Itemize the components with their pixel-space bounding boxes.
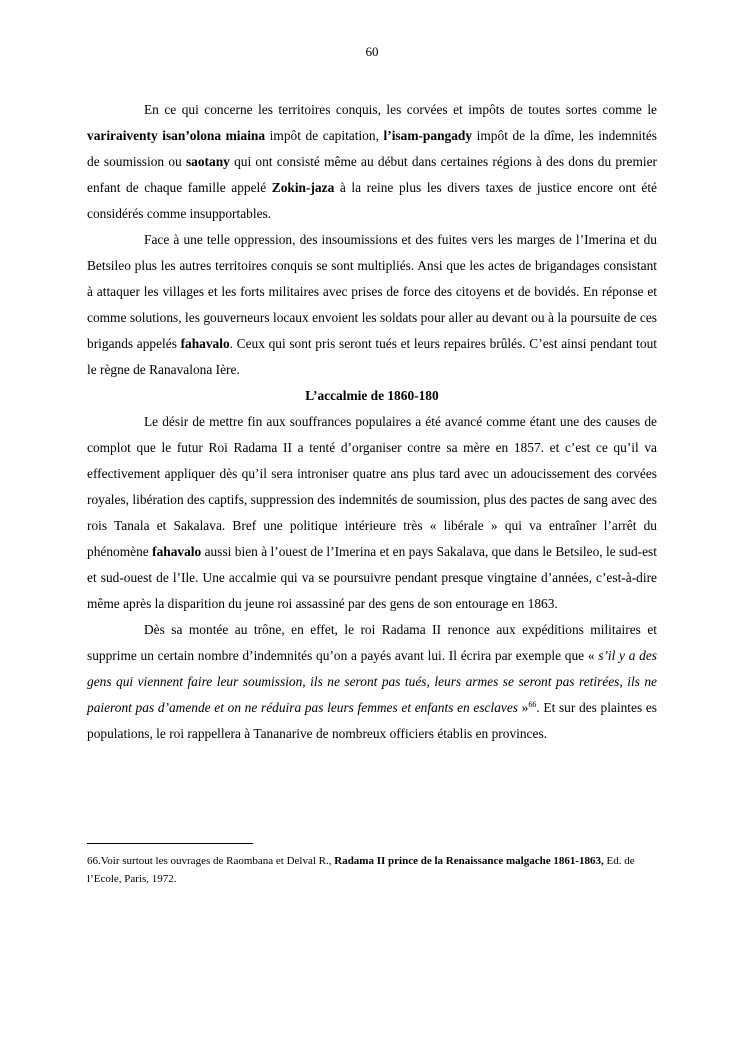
paragraph-oppression: Face à une telle oppression, des insoumissions et des fuites vers les marges de l’Imerina et du Betsileo plus les autres territoires conquis se sont multipliés. Ansi que les actes de brigandages consistant à attaquer les villages et les forts militaires avec prises de force des citoyens et de bovidés. En réponse et comme solutions, les gouverneurs locaux envoient les soldats pour aller au devant ou à la poursuite de ces brigands appelés fahavalo. Ceux qui sont pris seront tués et leurs repaires brûlés. C’est ainsi pendant tout le règne de Ranavalona Ière.	[87, 232, 657, 377]
term-zokin-jaza: Zokin-jaza	[271, 180, 335, 195]
term-fahavalo: fahavalo	[152, 544, 202, 559]
footnote: 66.Voir surtout les ouvrages de Raombana et Delval R., Radama II prince de la Renaissance malgache 1861-1863, Ed. de l’Ecole, Paris, 1972.	[87, 855, 635, 885]
term-fahavalo: fahavalo	[180, 336, 230, 351]
term-saotany: saotany	[185, 154, 230, 169]
term-isam-pangady: l’isam-pangady	[383, 128, 473, 143]
body-text	[87, 97, 657, 747]
term-varirai-venty: variraiventy isan’olona miaina	[87, 128, 266, 143]
section-heading: L’accalmie de 1860-180	[305, 388, 439, 403]
page-number: 60	[365, 44, 379, 59]
paragraph-radama-throne: Dès sa montée au trône, en effet, le roi Radama II renonce aux expéditions militaires et supprime un certain nombre d’indemnités qu’on a payés avant lui. Il écrira par exemple que « s’il y a des gens qui viennent faire leur soumission, ils ne seront pas tués, leurs armes se seront pas retirées, ils ne paieront pas d’amende et on ne réduira pas leurs femmes et enfants en esclaves »$^{66}$. Et sur des plaintes es populations, le roi rappellera à Tananarive de nombreux officiers établis en provinces.	[87, 622, 657, 741]
footnote-ref: 66	[528, 700, 537, 709]
quotation: s’il y a des gens qui viennent faire leur soumission, ils ne seront pas tués, leurs armes se seront pas retirées, ils ne paieront pas d’amende et on ne réduira pas leurs femmes et enfants en esclaves	[87, 648, 657, 715]
footnote-rule	[87, 843, 253, 844]
footnote-title: Radama II prince de la Renaissance malgache 1861-1863,	[334, 855, 604, 867]
paragraph-territories: En ce qui concerne les territoires conquis, les corvées et impôts de toutes sortes comme le variraiventy isan’olona miaina impôt de capitation, l’isam-pangady impôt de la dîme, les indemnités de soumission ou saotany qui ont consisté même au début dans certaines régions à des dons du premier enfant de chaque famille appelé Zokin-jaza à la reine plus les divers taxes de justice encore ont été considérés comme insupportables.	[87, 102, 658, 221]
paragraph-radama-complot: Le désir de mettre fin aux souffrances populaires a été avancé comme étant une des causes de complot que le futur Roi Radama II a tenté d’organiser contre sa mère en 1857. et c’est ce qu’il va effectivement appliquer dès qu’il sera introniser quatre ans plus tard avec un adoucissement des corvées royales, libération des captifs, suppression des indemnités de soumission, plus des pactes de sang avec des rois Tanala et Sakalava. Bref une politique intérieure très « libérale » qui va entraîner l’arrêt du phénomène fahavalo aussi bien à l’ouest de l’Imerina et en pays Sakalava, que dans le Betsileo, le sud-est et sud-ouest de l’Ile. Une accalmie qui va se poursuivre pendant presque vingtaine d’années, c’est-à-dire même après la disparition du jeune roi assassiné par des gens de son entourage en 1863.	[87, 414, 657, 611]
